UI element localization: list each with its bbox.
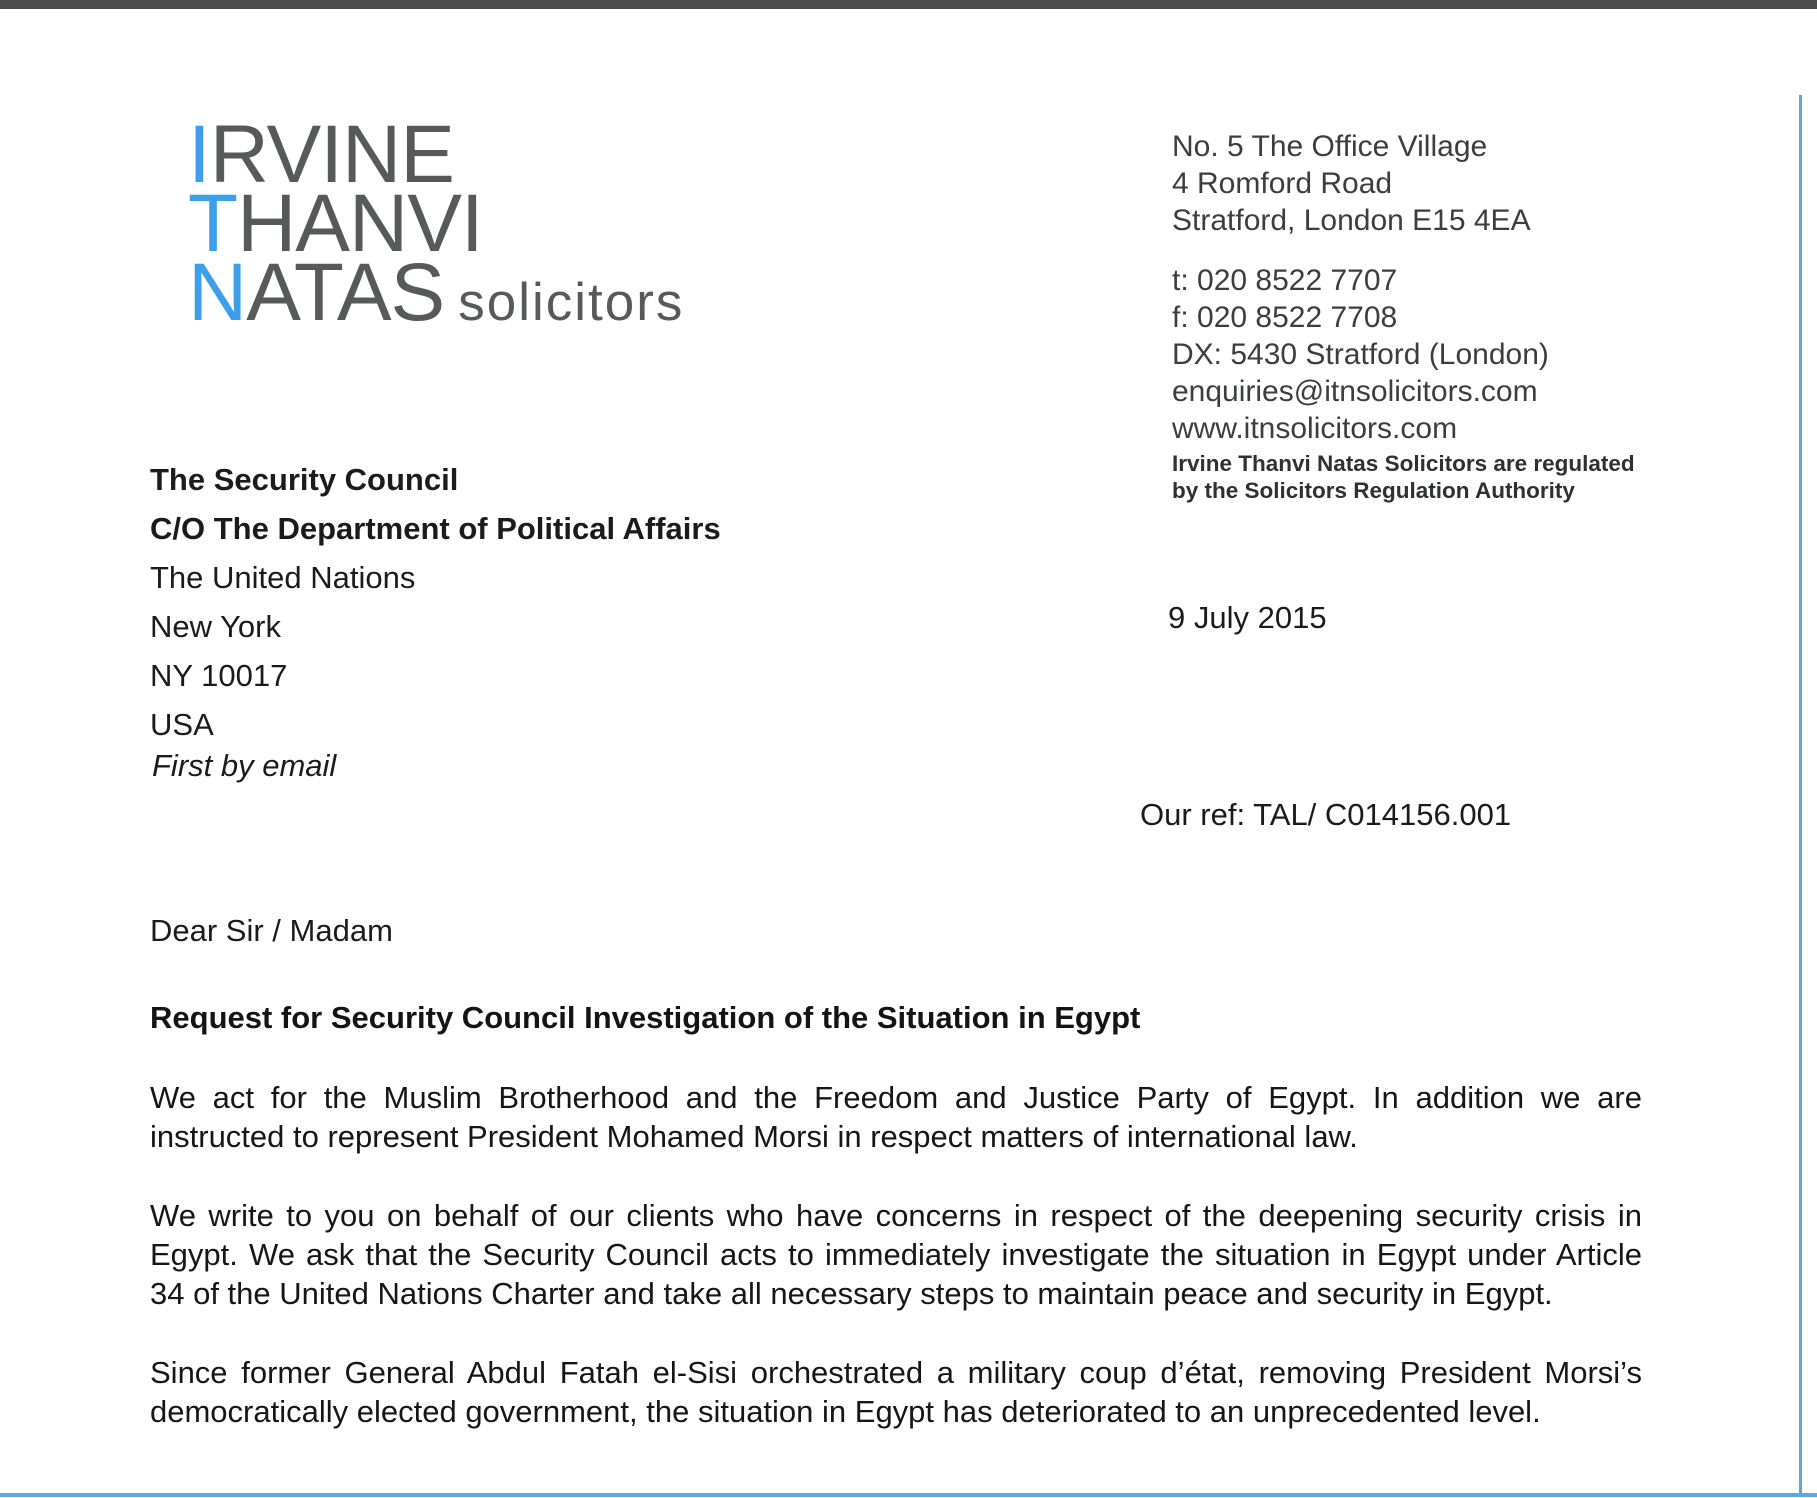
regulation-note: Irvine Thanvi Natas Solicitors are regulated by the Solicitors Regulation Authority: [1172, 451, 1635, 503]
our-reference: Our ref: TAL/ C014156.001: [1140, 797, 1512, 832]
body-paragraph: We act for the Muslim Brotherhood and the Freedom and Justice Party of Egypt. In addition we are instructed to represent President Mohamed Morsi in respect matters of international law.: [150, 1080, 1642, 1154]
recipient-line: The United Nations: [150, 560, 416, 595]
logo-initial-i: I: [188, 109, 210, 200]
recipient-line: New York: [150, 609, 281, 644]
recipient-line: The Security Council: [150, 462, 459, 497]
body-paragraph: We write to you on behalf of our clients who have concerns in respect of the deepening security crisis in Egypt. We ask that the Security Council acts to immediately investigate the situation in Egypt under Article 34 of the United Nations Charter and take all necessary steps to maintain peace and security in Egypt.: [150, 1198, 1642, 1311]
firm-address-line: 4 Romford Road: [1172, 167, 1393, 200]
delivery-method-note: First by email: [152, 748, 337, 783]
body-paragraph: Since former General Abdul Fatah el-Sisi orchestrated a military coup d’état, removing President Morsi’s democratically elected government, the situation in Egypt has deteriorated to an unprecedented level.: [150, 1355, 1642, 1429]
recipient-address: [150, 455, 721, 749]
recipient-line: USA: [150, 707, 214, 742]
logo-initial-n: N: [188, 247, 247, 338]
window-edge-right: [1799, 95, 1802, 1497]
logo-suffix-solicitors: solicitors: [458, 273, 685, 332]
firm-contact-line: DX: 5430 Stratford (London): [1172, 338, 1549, 371]
logo-line-natas: [188, 247, 685, 338]
recipient-line: NY 10017: [150, 658, 288, 693]
top-border-bar: [0, 0, 1817, 9]
recipient-line: C/O The Department of Political Affairs: [150, 511, 721, 546]
salutation: Dear Sir / Madam: [150, 913, 393, 948]
firm-contact-line: www.itnsolicitors.com: [1172, 412, 1458, 445]
recipient-plain-lines: [150, 553, 721, 749]
firm-address: [1172, 128, 1531, 239]
firm-contact-line: t: 020 8522 7707: [1172, 264, 1398, 297]
letter-body: [150, 1078, 1642, 1471]
firm-contact-line: f: 020 8522 7708: [1172, 301, 1398, 334]
window-edge-bottom: [0, 1493, 1817, 1497]
logo-rest-rvine: RVINE: [209, 109, 454, 200]
logo-initial-t: T: [188, 178, 238, 269]
subject-line: Request for Security Council Investigation of the Situation in Egypt: [150, 1000, 1141, 1035]
firm-logo: [188, 109, 685, 338]
logo-rest-atas: ATAS: [246, 247, 445, 338]
firm-address-line: Stratford, London E15 4EA: [1172, 204, 1531, 237]
logo-rest-hanvi: HANVI: [237, 178, 483, 269]
recipient-bold-lines: [150, 455, 721, 553]
firm-contact: [1172, 262, 1549, 447]
firm-contact-line: enquiries@itnsolicitors.com: [1172, 375, 1538, 408]
letter-date: 9 July 2015: [1168, 600, 1327, 635]
firm-address-line: No. 5 The Office Village: [1172, 130, 1488, 163]
